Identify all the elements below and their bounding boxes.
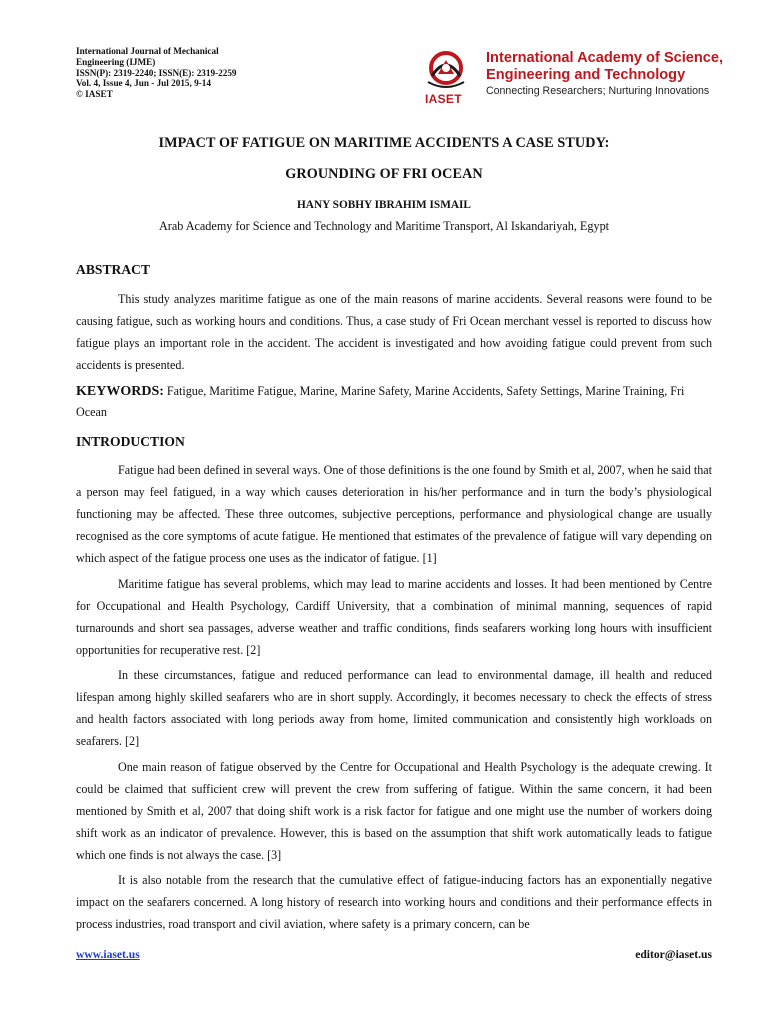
author-name: HANY SOBHY IBRAHIM ISMAIL — [297, 199, 471, 211]
introduction-heading: INTRODUCTION — [76, 434, 185, 449]
journal-name-line2: Engineering (IJME) — [76, 56, 156, 67]
keywords-text: Fatigue, Maritime Fatigue, Marine, Marine Safety, Marine Accidents, Safety Settings, Marine Training, Fri Ocean — [76, 384, 685, 419]
intro-paragraph-3: In these circumstances, fatigue and reduced performance can lead to environmental damage, ill health and reduced lifespan among highly skilled seafarers who are in short supply. Accordingly, it becomes necessary to check the effects of stress and health factors associated with long periods away from home, limited communication and consistently high workloads on seafarers. [2] — [76, 668, 712, 748]
iaset-logo-title — [486, 50, 723, 84]
keywords-label: KEYWORDS: — [76, 384, 164, 399]
keywords — [76, 381, 712, 423]
iaset-logo-word: IASET — [425, 92, 462, 106]
journal-name-line1: International Journal of Mechanical — [76, 46, 219, 56]
journal-issn: ISSN(P): 2319-2240; ISSN(E): 2319-2259 — [76, 67, 237, 78]
paper-title-line1: IMPACT OF FATIGUE ON MARITIME ACCIDENTS A CASE STUDY: — [158, 135, 610, 151]
journal-copyright: © IASET — [76, 89, 113, 100]
journal-volume: Vol. 4, Issue 4, Jun - Jul 2015, 9-14 — [76, 78, 211, 89]
journal-info — [76, 46, 276, 100]
iaset-title-line1: International Academy of Science, — [486, 50, 724, 66]
intro-paragraph-1: Fatigue had been defined in several ways. One of those definitions is the one found by Smith et al, 2007, when he said that a person may feel fatigued, in a way which causes deterioration in his/her performance and in turn the body’s physiological functioning may be affected. These three outcomes, subjective perceptions, performance and physiological change are usually recognised as the core symptoms of acute fatigue. He mentioned that estimates of the prevalence of fatigue will vary depending on which aspect of the fatigue process one uses as the indicator of fatigue. [1] — [76, 463, 712, 565]
footer-website-link[interactable]: www.iaset.us — [76, 948, 140, 961]
intro-paragraph-5: It is also notable from the research that the cumulative effect of fatigue-inducing factors has an exponentially negative impact on the seafarers concerned. A long history of research into working hours and conditions and their performance effects in process industries, road transport and civil aviation, where safety is a primary concern, can be — [76, 873, 712, 931]
iaset-title-line2: Engineering and Technology — [486, 67, 686, 83]
paper-title-line2: GROUNDING OF FRI OCEAN — [285, 166, 483, 182]
abstract-heading: ABSTRACT — [76, 262, 151, 277]
author-affiliation: Arab Academy for Science and Technology and Maritime Transport, Al Iskandariyah, Egypt — [158, 219, 610, 233]
intro-paragraph-2: Maritime fatigue has several problems, which may lead to marine accidents and losses. It had been mentioned by Centre for Occupational and Health Psychology, Cardiff University, that a combination of minimal manning, sequences of rapid turnarounds and short sea passages, adverse weather and traffic conditions, finds seafarers working long hours with insufficient opportunities for recuperative rest. [2] — [76, 577, 712, 657]
intro-paragraph-4: One main reason of fatigue observed by the Centre for Occupational and Health Psychology is the adequate crewing. It could be claimed that sufficient crew will prevent the crew from suffering of fatigue. Within the same concern, it had been mentioned by Smith et al, 2007 that doing shift work is a risk factor for fatigue and one might use the number of workers doing shift work as an indicator of prevalence. However, this is based on the assumption that shift work automatically leads to fatigue which one finds is not always the case. [3] — [76, 760, 712, 862]
iaset-logo — [424, 46, 724, 110]
iaset-tagline: Connecting Researchers; Nurturing Innovations — [486, 85, 710, 97]
abstract-text: This study analyzes maritime fatigue as one of the main reasons of marine accidents. Several reasons were found to be causing fatigue, such as working hours and conditions. Thus, a case study of Fri Ocean merchant vessel is reported to discuss how fatigue plays an important role in the accident. The accident is investigated and how avoiding fatigue could prevent from such accidents is presented. — [76, 292, 712, 372]
footer-email: editor@iaset.us — [635, 948, 712, 961]
